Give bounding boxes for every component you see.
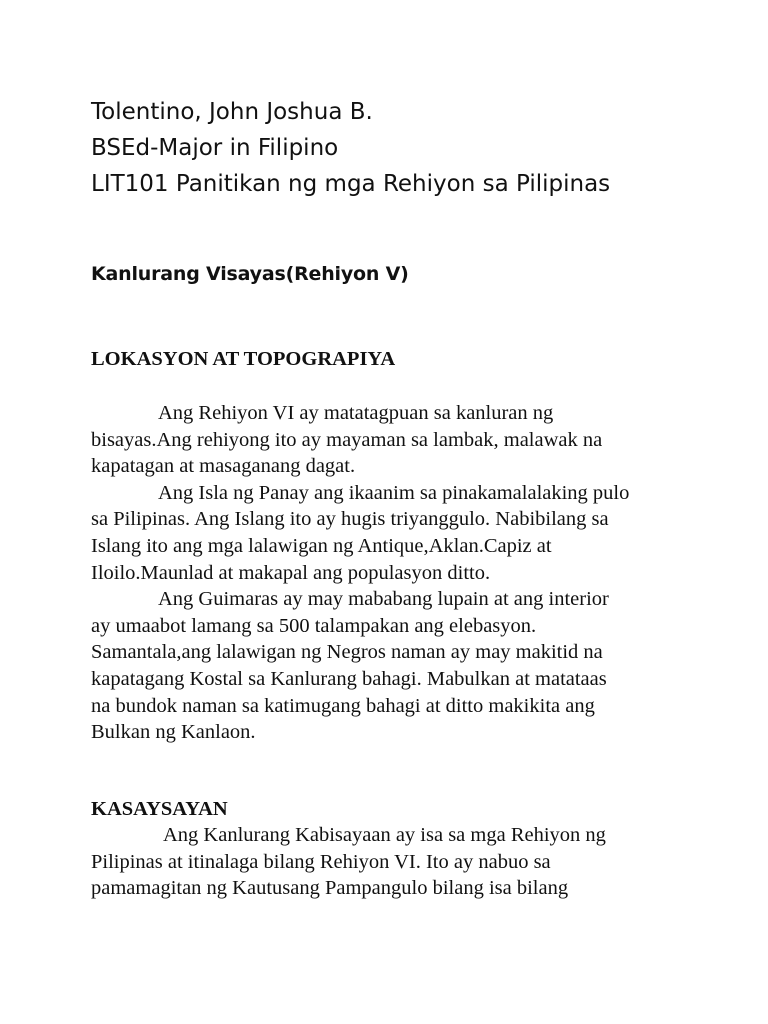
paragraph-line: Samantala,ang lalawigan ng Negros naman ay may makitid na [91,641,603,664]
paragraph-line: sa Pilipinas. Ang Islang ito ay hugis triyanggulo. Nabibilang sa [91,508,609,531]
section-heading-lokasyon: LOKASYON AT TOPOGRAPIYA [91,348,396,370]
region-title: Kanlurang Visayas(Rehiyon V) [91,263,409,285]
section-body-lokasyon [91,400,691,746]
paragraph-line: Iloilo.Maunlad at makapal ang populasyon ditto. [91,561,491,584]
paragraph-line: Pilipinas at itinalaga bilang Rehiyon VI. Ito ay nabuo sa [91,850,551,873]
paragraph-line: Bulkan ng Kanlaon. [91,721,256,744]
paragraph-line: Ang Guimaras ay may mababang lupain at ang interior [158,588,609,611]
paragraph-line: Ang Kanlurang Kabisayaan ay isa sa mga Rehiyon ng [163,824,606,846]
paragraph-line: ay umaabot lamang sa 500 talampakan ang elebasyon. [91,614,537,637]
paragraph-line: bisayas.Ang rehiyong ito ay mayaman sa lambak, malawak na [91,428,603,451]
paragraph-line: Ang Rehiyon VI ay matatagpuan sa kanluran ng [158,402,554,424]
program-line: BSEd-Major in Filipino [91,135,339,161]
section-body-kasaysayan [91,822,691,902]
course-line: LIT101 Panitikan ng mga Rehiyon sa Pilipinas [91,171,611,197]
paragraph-line: Ang Isla ng Panay ang ikaanim sa pinakamalalaking pulo [158,481,630,504]
paragraph-line: na bundok naman sa katimugang bahagi at ditto makikita ang [91,694,595,717]
author-name: Tolentino, John Joshua B. [91,99,373,125]
paragraph-line: kapatagan at masaganang dagat. [91,455,356,478]
document-header [91,94,610,202]
paragraph-line: kapatagang Kostal sa Kanlurang bahagi. Mabulkan at matataas [91,667,607,690]
paragraph-line: pamamagitan ng Kautusang Pampangulo bilang isa bilang [91,877,569,900]
section-heading-kasaysayan: KASAYSAYAN [91,798,228,820]
paragraph-line: Islang ito ang mga lalawigan ng Antique,Aklan.Capiz at [91,534,552,557]
